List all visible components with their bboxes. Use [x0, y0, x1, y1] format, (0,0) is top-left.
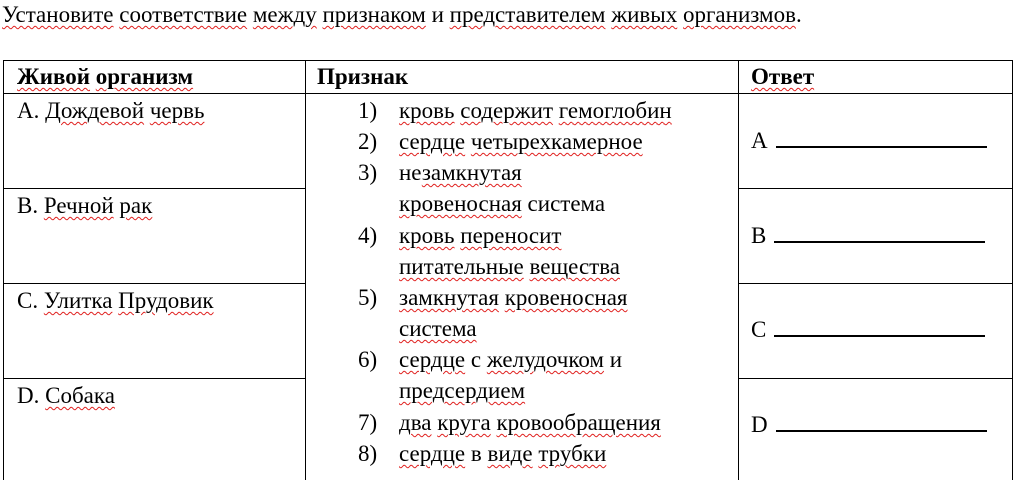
feature-item-8: [358, 438, 606, 469]
feature-word: кровь: [399, 223, 455, 248]
organism-word: Улитка: [43, 288, 113, 313]
header-word: организм: [95, 64, 194, 89]
answer-c: [751, 315, 985, 345]
feature-word: и: [609, 347, 623, 372]
feature-word: четырехкамерное: [470, 129, 643, 154]
instruction-period: .: [795, 2, 802, 27]
feature-number: 7): [358, 410, 378, 435]
organism-letter: C.: [17, 288, 39, 313]
table-border-top: [3, 60, 1013, 61]
feature-word: замкнутая: [421, 160, 522, 185]
organism-word: червь: [149, 98, 205, 123]
feature-word: кровообращения: [496, 410, 661, 435]
instruction-word: организмов: [683, 2, 796, 27]
feature-number: 5): [358, 285, 378, 310]
feature-word: гемоглобин: [558, 98, 672, 123]
feature-number: 1): [358, 98, 378, 123]
header-word: Ответ: [751, 64, 815, 89]
feature-item-5-continued: [399, 313, 477, 344]
organism-d: [17, 381, 115, 411]
row-divider: [3, 283, 305, 284]
header-word: Признак: [317, 64, 409, 89]
feature-word: виде: [487, 441, 533, 466]
instruction-word: и: [431, 2, 444, 27]
feature-word: круга: [437, 410, 491, 435]
organism-letter: D.: [17, 383, 40, 408]
table-border-right: [1012, 60, 1013, 480]
header-feature: [317, 62, 408, 92]
feature-item-5: [358, 282, 628, 313]
feature-word: переносит: [460, 223, 562, 248]
answer-b: [751, 221, 985, 251]
feature-word: содержит: [460, 98, 553, 123]
feature-word: сердце: [399, 441, 466, 466]
organism-letter: A.: [17, 98, 40, 123]
feature-word: с: [470, 347, 482, 372]
row-divider: [738, 378, 1013, 379]
feature-word: трубки: [538, 441, 607, 466]
feature-word: в: [470, 441, 482, 466]
column-divider: [305, 60, 306, 480]
feature-word: кровь: [399, 98, 455, 123]
answer-letter: A: [751, 128, 768, 153]
task-instruction: [2, 1, 802, 29]
answer-blank-c[interactable]: [774, 318, 985, 337]
feature-item-3-continued: [399, 188, 605, 219]
instruction-word: признаком: [322, 2, 426, 27]
feature-number: 4): [358, 223, 378, 248]
feature-item-2: [358, 126, 643, 157]
instruction-word: представителем: [449, 2, 606, 27]
organism-word: рак: [119, 193, 153, 218]
feature-word: система: [399, 316, 477, 341]
row-divider: [3, 188, 305, 189]
organism-a: [17, 96, 204, 126]
feature-word: не: [399, 160, 422, 185]
feature-number: 6): [358, 347, 378, 372]
feature-item-4: [358, 220, 561, 251]
feature-word: кровеносная: [504, 285, 628, 310]
answer-letter: D: [751, 412, 768, 437]
instruction-word: живых: [611, 2, 678, 27]
organism-c: [17, 286, 214, 316]
feature-word: система: [527, 191, 606, 216]
feature-item-6-continued: [399, 375, 525, 406]
answer-blank-a[interactable]: [776, 129, 987, 148]
answer-d: [751, 410, 987, 440]
organism-word: Дождевой: [45, 98, 145, 123]
header-word: Живой: [17, 64, 91, 89]
feature-item-6: [358, 344, 622, 375]
instruction-word: между: [252, 2, 317, 27]
feature-word: питательные: [399, 254, 524, 279]
feature-item-1: [358, 95, 672, 126]
column-divider: [738, 60, 739, 480]
feature-item-4-continued: [399, 251, 620, 282]
feature-word: кровеносная: [399, 191, 522, 216]
organism-word: Прудовик: [118, 288, 214, 313]
header-organism: [17, 62, 193, 92]
header-answer: [751, 62, 814, 92]
table-border-left: [3, 60, 4, 480]
row-divider: [738, 283, 1013, 284]
feature-word: вещества: [529, 254, 620, 279]
answer-blank-d[interactable]: [776, 413, 987, 432]
feature-number: 3): [358, 160, 378, 185]
instruction-word: соответствие: [119, 2, 248, 27]
feature-word: сердце: [399, 129, 466, 154]
organism-word: Собака: [45, 383, 115, 408]
feature-word: сердце: [399, 347, 466, 372]
answer-a: [751, 126, 987, 156]
feature-number: 2): [358, 129, 378, 154]
feature-word: предсердием: [399, 378, 526, 403]
row-divider: [738, 188, 1013, 189]
answer-letter: B: [751, 223, 767, 248]
feature-number: 8): [358, 441, 378, 466]
row-divider: [3, 378, 305, 379]
feature-word: замкнутая: [399, 285, 499, 310]
answer-letter: C: [751, 317, 767, 342]
instruction-word: Установите: [2, 2, 114, 27]
feature-item-3: [358, 157, 522, 188]
feature-word: желудочком: [486, 347, 604, 372]
matching-table: [3, 60, 1014, 480]
organism-letter: B.: [17, 193, 39, 218]
organism-word: Речной: [43, 193, 114, 218]
feature-word: два: [399, 410, 432, 435]
table-header-divider: [3, 93, 1013, 94]
feature-item-7: [358, 407, 661, 438]
organism-b: [17, 191, 152, 221]
answer-blank-b[interactable]: [774, 224, 985, 243]
